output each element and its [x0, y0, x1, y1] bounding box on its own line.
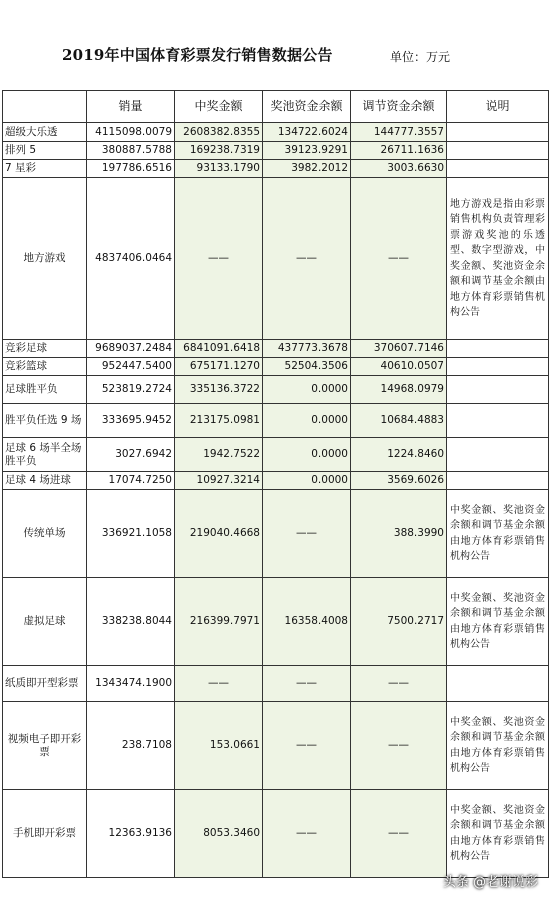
row-pool: 0.0000 [263, 472, 351, 490]
row-prize: —— [175, 178, 263, 340]
row-prize: 10927.3214 [175, 472, 263, 490]
row-prize: 8053.3460 [175, 790, 263, 878]
row-note [447, 123, 549, 142]
table-row [3, 490, 549, 578]
row-name: 竞彩篮球 [3, 358, 87, 376]
row-pool: 39123.9291 [263, 142, 351, 160]
row-adjust: 3569.6026 [351, 472, 447, 490]
row-note [447, 404, 549, 438]
row-note [447, 376, 549, 404]
row-sales: 17074.7250 [87, 472, 175, 490]
row-sales: 380887.5788 [87, 142, 175, 160]
row-prize: 675171.1270 [175, 358, 263, 376]
row-pool: —— [263, 490, 351, 578]
table-row [3, 702, 549, 790]
unit-label: 单位：万元 [390, 50, 451, 64]
row-prize: 6841091.6418 [175, 340, 263, 358]
row-prize: 335136.3722 [175, 376, 263, 404]
row-note [447, 438, 549, 472]
row-name: 超级大乐透 [3, 123, 87, 142]
row-pool: —— [263, 666, 351, 702]
row-prize: —— [175, 666, 263, 702]
row-sales: 338238.8044 [87, 578, 175, 666]
column-header-sales: 销量 [87, 91, 175, 123]
row-name: 足球胜平负 [3, 376, 87, 404]
table-header-row [3, 91, 549, 123]
row-note: 中奖金额、奖池资金余额和调节基金余额由地方体育彩票销售机构公告 [447, 702, 549, 790]
row-note [447, 358, 549, 376]
row-pool: 52504.3506 [263, 358, 351, 376]
row-sales: 1343474.1900 [87, 666, 175, 702]
table-row [3, 160, 549, 178]
row-prize: 169238.7319 [175, 142, 263, 160]
table-row [3, 404, 549, 438]
row-prize: 1942.7522 [175, 438, 263, 472]
row-adjust: —— [351, 178, 447, 340]
row-adjust: —— [351, 666, 447, 702]
row-adjust: 388.3990 [351, 490, 447, 578]
column-header-note: 说明 [447, 91, 549, 123]
row-pool: 3982.2012 [263, 160, 351, 178]
table-row [3, 472, 549, 490]
table-row [3, 358, 549, 376]
table-row [3, 178, 549, 340]
row-note: 中奖金额、奖池资金余额和调节基金余额由地方体育彩票销售机构公告 [447, 490, 549, 578]
row-sales: 336921.1058 [87, 490, 175, 578]
column-header-adjust: 调节资金余额 [351, 91, 447, 123]
row-sales: 523819.2724 [87, 376, 175, 404]
watermark: 头条 @老谢说彩 [442, 875, 538, 890]
table-row [3, 578, 549, 666]
row-adjust: 144777.3557 [351, 123, 447, 142]
row-prize: 213175.0981 [175, 404, 263, 438]
row-adjust: —— [351, 790, 447, 878]
row-note: 中奖金额、奖池资金余额和调节基金余额由地方体育彩票销售机构公告 [447, 578, 549, 666]
row-pool: —— [263, 790, 351, 878]
row-name: 足球 6 场半全场胜平负 [3, 438, 87, 472]
row-sales: 952447.5400 [87, 358, 175, 376]
row-adjust: 3003.6630 [351, 160, 447, 178]
row-pool: 0.0000 [263, 376, 351, 404]
row-name: 竞彩足球 [3, 340, 87, 358]
row-pool: —— [263, 178, 351, 340]
row-prize: 153.0661 [175, 702, 263, 790]
row-name: 排列 5 [3, 142, 87, 160]
row-sales: 12363.9136 [87, 790, 175, 878]
row-sales: 9689037.2484 [87, 340, 175, 358]
row-pool: 16358.4008 [263, 578, 351, 666]
header [0, 0, 550, 90]
table-row [3, 142, 549, 160]
row-name: 纸质即开型彩票 [3, 666, 87, 702]
row-prize: 93133.1790 [175, 160, 263, 178]
column-header-prize: 中奖金额 [175, 91, 263, 123]
row-adjust: 14968.0979 [351, 376, 447, 404]
table-row [3, 340, 549, 358]
row-name: 地方游戏 [3, 178, 87, 340]
row-name: 7 星彩 [3, 160, 87, 178]
row-sales: 197786.6516 [87, 160, 175, 178]
table-row [3, 438, 549, 472]
column-header-name [3, 91, 87, 123]
row-sales: 238.7108 [87, 702, 175, 790]
row-sales: 333695.9452 [87, 404, 175, 438]
row-note: 中奖金额、奖池资金余额和调节基金余额由地方体育彩票销售机构公告 [447, 790, 549, 878]
row-adjust: 10684.4883 [351, 404, 447, 438]
table-row [3, 790, 549, 878]
row-name: 胜平负任选 9 场 [3, 404, 87, 438]
row-name: 视频电子即开彩票 [3, 702, 87, 790]
row-sales: 3027.6942 [87, 438, 175, 472]
row-note [447, 142, 549, 160]
row-adjust: 40610.0507 [351, 358, 447, 376]
row-name: 足球 4 场进球 [3, 472, 87, 490]
row-pool: —— [263, 702, 351, 790]
row-note [447, 472, 549, 490]
row-pool: 437773.3678 [263, 340, 351, 358]
row-note [447, 160, 549, 178]
row-prize: 219040.4668 [175, 490, 263, 578]
row-sales: 4837406.0464 [87, 178, 175, 340]
table-row [3, 376, 549, 404]
table-row [3, 123, 549, 142]
row-sales: 4115098.0079 [87, 123, 175, 142]
lottery-sales-table [2, 90, 549, 878]
row-adjust: 26711.1636 [351, 142, 447, 160]
row-name: 虚拟足球 [3, 578, 87, 666]
row-name: 手机即开彩票 [3, 790, 87, 878]
row-name: 传统单场 [3, 490, 87, 578]
row-adjust: —— [351, 702, 447, 790]
row-adjust: 370607.7146 [351, 340, 447, 358]
row-note: 地方游戏是指由彩票销售机构负责管理彩票游戏奖池的乐透型、数字型游戏，中奖金额、奖池资金余额和调节基金余额由地方体育彩票销售机构公告 [447, 178, 549, 340]
row-note [447, 340, 549, 358]
column-header-pool: 奖池资金余额 [263, 91, 351, 123]
table-row [3, 666, 549, 702]
row-pool: 0.0000 [263, 404, 351, 438]
row-prize: 216399.7971 [175, 578, 263, 666]
row-pool: 0.0000 [263, 438, 351, 472]
row-prize: 2608382.8355 [175, 123, 263, 142]
row-adjust: 7500.2717 [351, 578, 447, 666]
row-adjust: 1224.8460 [351, 438, 447, 472]
row-pool: 134722.6024 [263, 123, 351, 142]
row-note [447, 666, 549, 702]
page-title: 2019年中国体育彩票发行销售数据公告 [62, 46, 333, 64]
